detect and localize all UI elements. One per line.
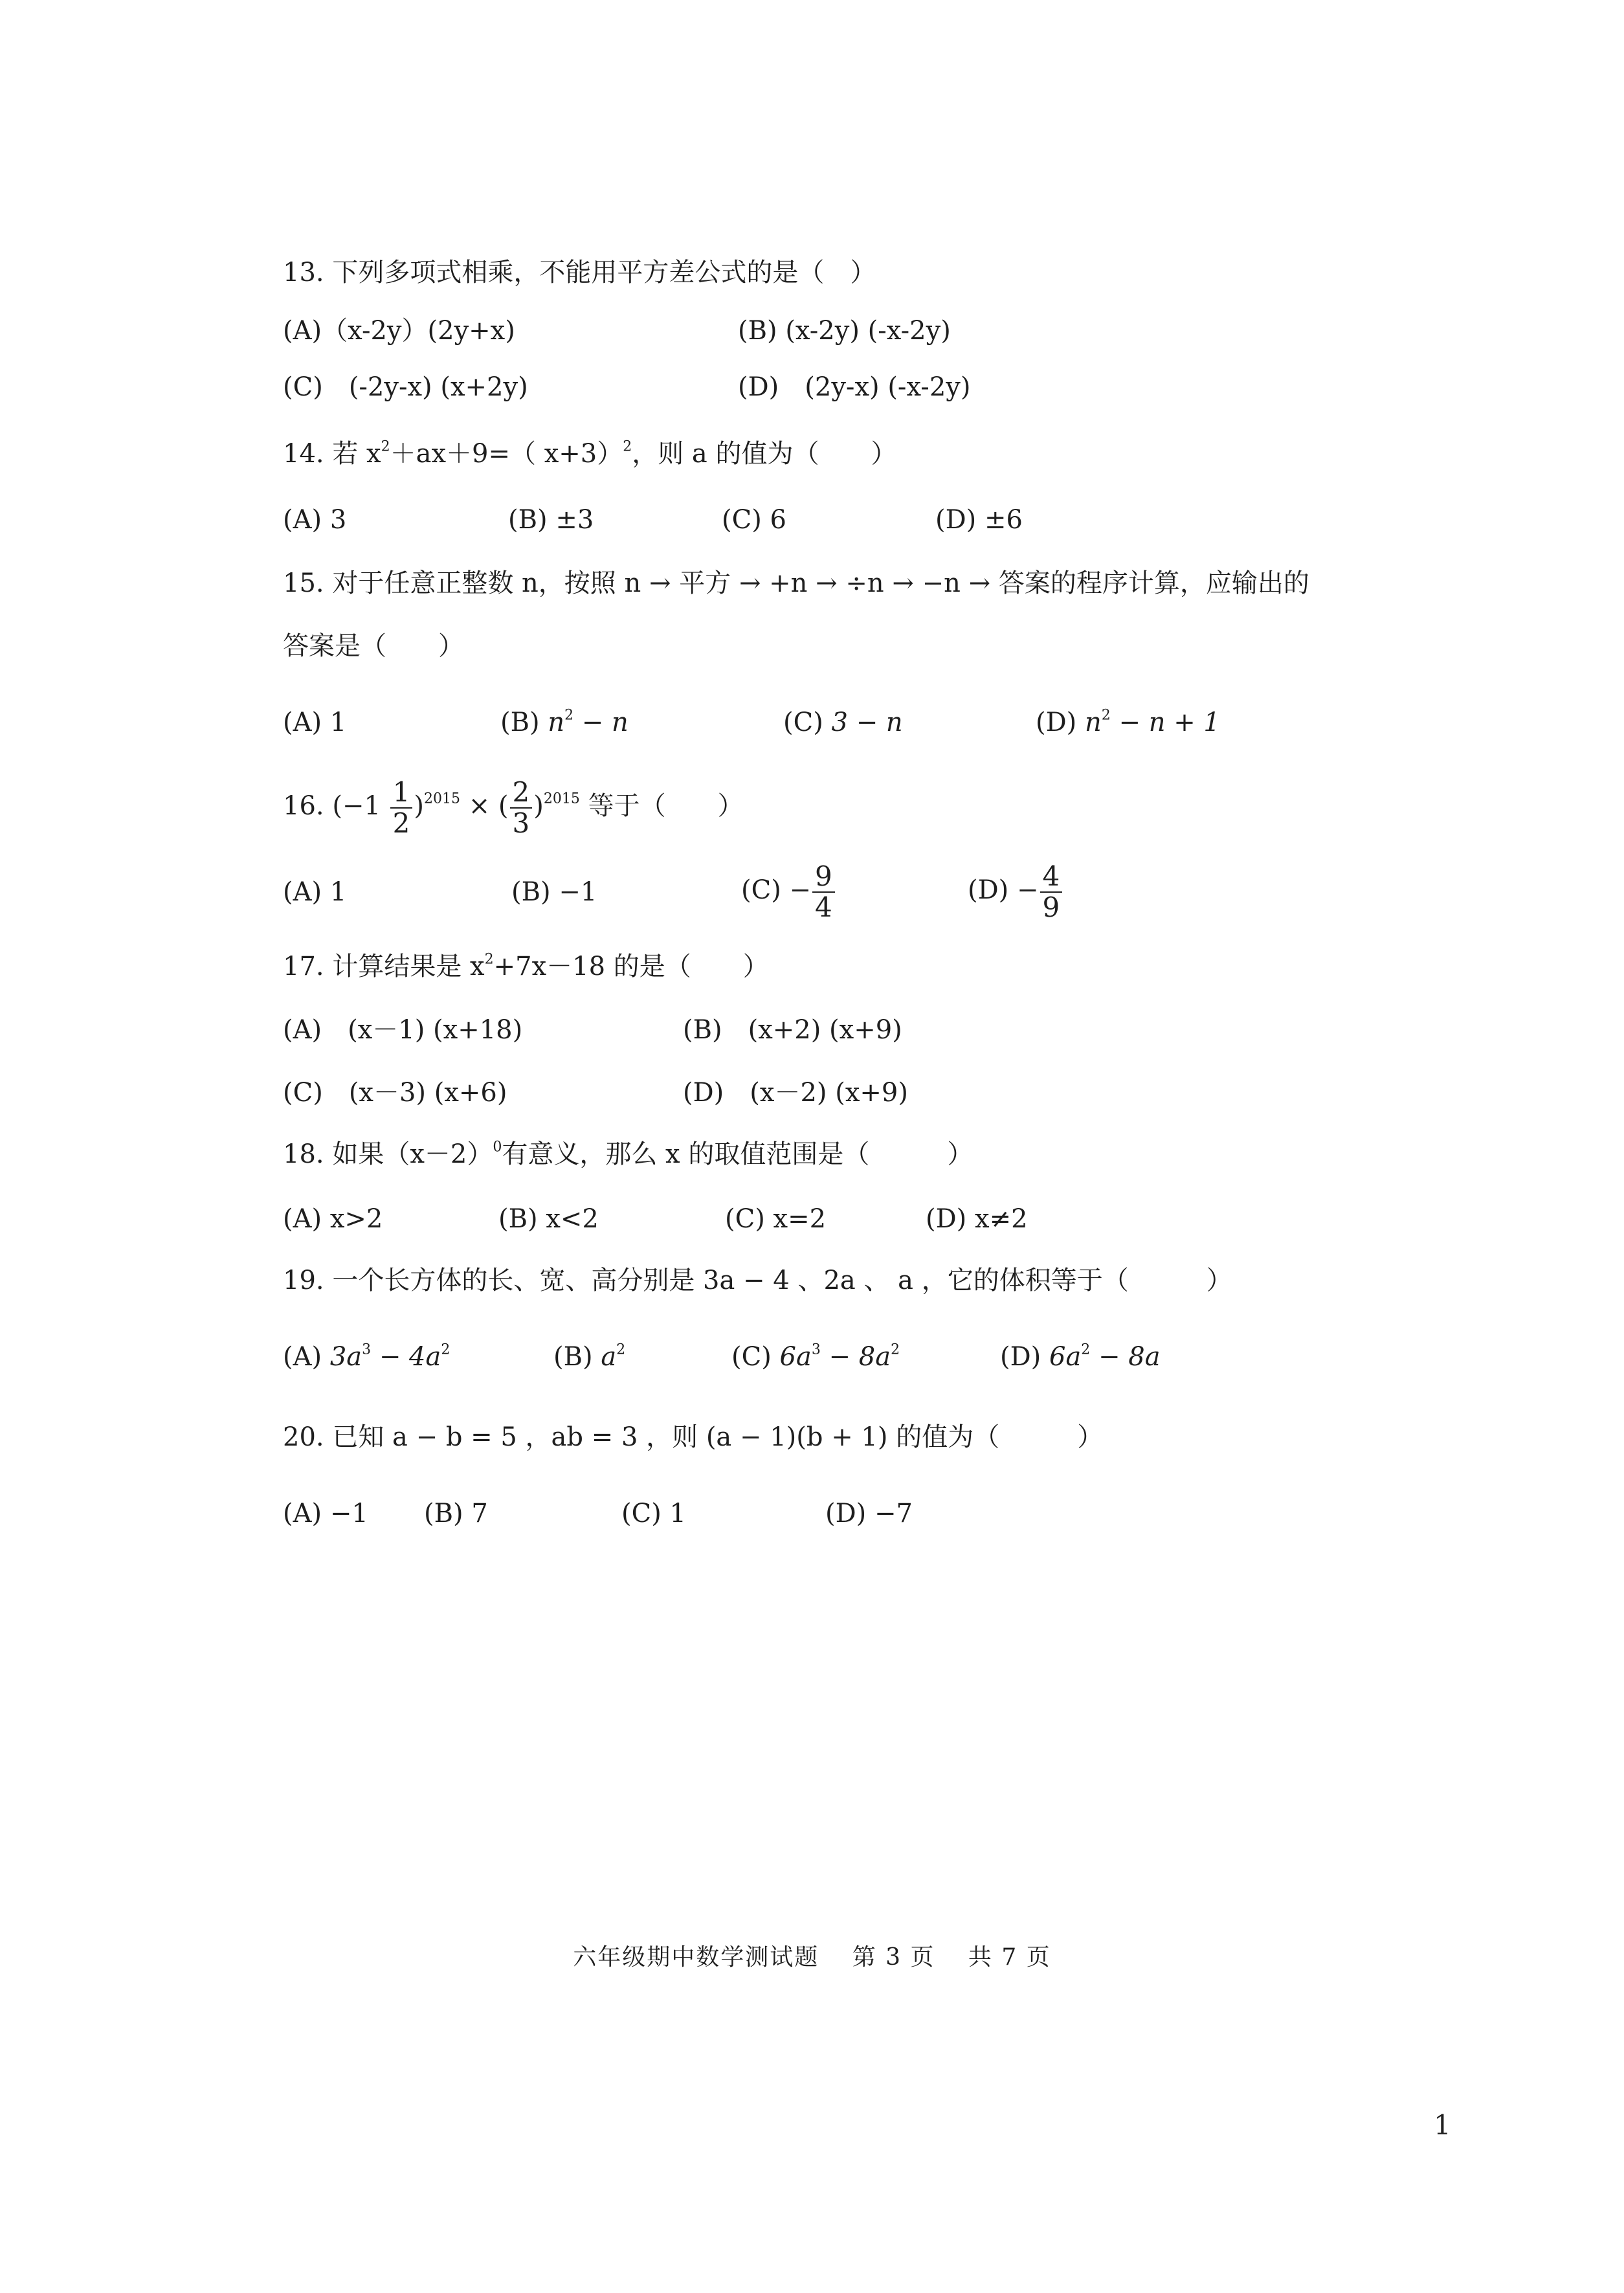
q19-a-label: (A): [283, 1342, 330, 1372]
q19-c-t2: − 8a: [820, 1342, 891, 1372]
q19-a-t1: 3a: [329, 1342, 362, 1372]
q19-d-t2: − 8a: [1090, 1342, 1161, 1372]
q19-b-t1: a: [601, 1342, 617, 1372]
q16-d-den: 9: [1042, 891, 1060, 923]
q19-d-label: (D): [1000, 1342, 1049, 1372]
q14-option-a: (A) 3: [283, 505, 347, 535]
q15-d-label: (D): [1036, 708, 1085, 737]
q15-b-var: n: [548, 708, 565, 737]
q17-option-b: (B) (x+2) (x+9): [683, 1015, 902, 1045]
q18-stem-pre: 18. 如果（x－2）: [283, 1139, 493, 1169]
q16-times: × (: [468, 791, 509, 821]
q15-d-rest: − n + 1: [1110, 708, 1220, 737]
q15-d-sup: 2: [1101, 707, 1111, 724]
q13-option-b: (B) (x-2y) (-x-2y): [738, 316, 951, 346]
q17-option-c: (C) (x－3) (x+6): [283, 1078, 507, 1108]
q19-c-s2: 2: [891, 1341, 900, 1358]
q19-b-s1: 2: [616, 1341, 626, 1358]
q20-option-a: (A) −1: [283, 1499, 368, 1528]
q19-d-t1: 6a: [1049, 1342, 1082, 1372]
q15-option-d: [1036, 704, 1220, 741]
q15-option-c: [783, 704, 903, 741]
q16-fraction-1: [390, 776, 413, 839]
q20-option-c: (C) 1: [621, 1499, 686, 1528]
q16-option-b: (B) −1: [511, 877, 597, 907]
q14-stem-mid: ＋ax＋9=（ x+3）: [390, 439, 623, 469]
q19-option-b: [553, 1339, 625, 1375]
q14-sup2: 2: [623, 438, 632, 455]
q15-option-b: [500, 704, 628, 741]
q20-stem: 20. 已知 a − b = 5 ，ab = 3 ，则 (a − 1)(b + 1) 的值为（ ）: [283, 1422, 1104, 1452]
q15-c-text: 3 − n: [831, 708, 903, 737]
q14-stem-pre: 14. 若 x: [283, 439, 381, 469]
q15-c-label: (C): [783, 708, 832, 737]
q19-stem: 19. 一个长方体的长、宽、高分别是 3a − 4 、2a 、 a ，它的体积等于（ ）: [283, 1266, 1232, 1295]
q14-sup1: 2: [381, 438, 390, 455]
q19-a-t2: − 4a: [371, 1342, 441, 1372]
q16-paren1: ): [414, 791, 424, 821]
q16-d-fraction: [1040, 860, 1063, 923]
q18-option-a: (A) x>2: [283, 1204, 383, 1234]
q19-b-label: (B): [553, 1342, 601, 1372]
q17-stem-pre: 17. 计算结果是 x: [283, 952, 485, 981]
q14-stem: [283, 436, 897, 472]
q17-sup: 2: [484, 951, 494, 968]
q16-d-num: 4: [1040, 863, 1063, 893]
q16-sup2: 2015: [543, 790, 580, 807]
q18-option-d: (D) x≠2: [926, 1204, 1028, 1234]
q13-option-c: (C) (-2y-x) (x+2y): [283, 372, 528, 402]
page-footer: 六年级期中数学测试题 第 3 页 共 7 页: [573, 1944, 1051, 1971]
q18-sup: 0: [493, 1139, 502, 1156]
q14-option-c: (C) 6: [722, 505, 786, 535]
q20-option-b: (B) 7: [424, 1499, 488, 1528]
q15-b-sup: 2: [564, 707, 574, 724]
q15-b-rest: − n: [573, 708, 628, 737]
q15-d-var: n: [1085, 708, 1102, 737]
q16-option-a: (A) 1: [283, 877, 347, 907]
q16-frac1-den: 2: [392, 807, 410, 839]
q14-option-d: (D) ±6: [935, 505, 1023, 535]
q14-option-b: (B) ±3: [508, 505, 594, 535]
q19-c-t1: 6a: [779, 1342, 812, 1372]
q15-stem-line1: 15. 对于任意正整数 n，按照 n → 平方 → +n → ÷n → −n → 答案的程序计算，应输出的: [283, 568, 1309, 598]
q17-option-a: (A) (x－1) (x+18): [283, 1015, 523, 1045]
q15-stem-line2: 答案是（ ）: [283, 631, 464, 661]
q16-stem-pre: 16. (−1: [283, 791, 381, 821]
q16-frac2-num: 2: [510, 779, 533, 809]
q19-option-d: [1000, 1339, 1161, 1375]
q17-stem-post: +7x－18 的是（ ）: [493, 952, 769, 981]
q17-stem: [283, 948, 769, 985]
q19-option-c: [731, 1339, 900, 1375]
q16-paren2: ): [533, 791, 544, 821]
q16-option-c: [741, 855, 836, 926]
q16-frac2-den: 3: [512, 807, 530, 839]
q18-option-b: (B) x<2: [498, 1204, 599, 1234]
q19-option-a: [283, 1339, 450, 1375]
q19-a-s2: 2: [441, 1341, 450, 1358]
q16-stem: [283, 774, 744, 838]
q16-c-num: 9: [812, 863, 835, 893]
q16-d-label: (D) −: [968, 875, 1039, 905]
q16-c-den: 4: [815, 891, 832, 923]
q19-d-s1: 2: [1081, 1341, 1091, 1358]
q19-c-label: (C): [731, 1342, 780, 1372]
q16-stem-post: 等于（ ）: [579, 791, 744, 821]
q13-stem: 13. 下列多项式相乘，不能用平方差公式的是（ ）: [283, 258, 876, 287]
page-number: 1: [1434, 2109, 1451, 2141]
q14-stem-post: ，则 a 的值为（ ）: [632, 439, 897, 469]
q16-c-label: (C) −: [741, 875, 812, 905]
q16-option-d: [968, 855, 1063, 926]
q13-option-d: (D) (2y-x) (-x-2y): [738, 372, 971, 402]
q18-option-c: (C) x=2: [725, 1204, 827, 1234]
q18-stem: [283, 1136, 973, 1172]
q16-frac1-num: 1: [390, 779, 413, 809]
q15-b-label: (B): [500, 708, 548, 737]
q16-sup1: 2015: [423, 790, 460, 807]
q18-stem-post: 有意义，那么 x 的取值范围是（ ）: [502, 1139, 973, 1169]
q20-option-d: (D) −7: [825, 1499, 913, 1528]
q15-option-a: (A) 1: [283, 708, 347, 737]
q16-c-fraction: [812, 860, 835, 923]
q19-a-s1: 3: [362, 1341, 372, 1358]
q17-option-d: (D) (x－2) (x+9): [683, 1078, 908, 1108]
q13-option-a: (A)（x-2y）(2y+x): [283, 316, 515, 346]
q19-c-s1: 3: [811, 1341, 821, 1358]
q16-fraction-2: [510, 776, 533, 839]
